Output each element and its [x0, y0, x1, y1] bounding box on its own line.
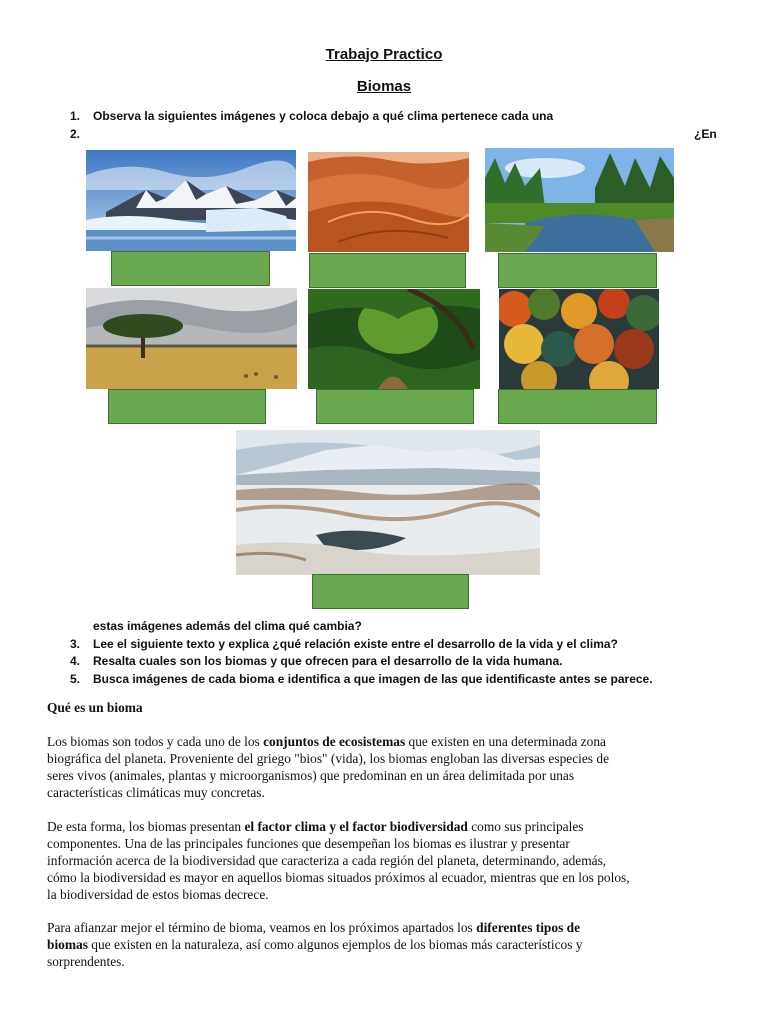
tundra-image	[236, 430, 540, 575]
question-number: 2.	[69, 127, 80, 141]
article-paragraph-1-line-4: características climáticas muy concretas.	[47, 785, 265, 800]
answer-box[interactable]	[498, 253, 657, 288]
article-paragraph-2-line-4: cómo la biodiversidad es mayor en aquellos biomas situados próximos al ecuador, mientras que en los polos,	[47, 870, 630, 885]
question-text: ¿En	[694, 127, 717, 141]
question-number: 1.	[69, 109, 80, 123]
text-span: que existen en la naturaleza, así como algunos ejemplos de los biomas más característicos y	[87, 937, 583, 952]
article-paragraph-2-line-5: la biodiversidad de estos biomas decrece.	[47, 887, 269, 902]
polar-ice-image	[86, 150, 296, 251]
text-span: como sus principales	[467, 819, 584, 834]
bold-text: el factor clima y el factor biodiversidad	[244, 819, 468, 834]
answer-box[interactable]	[309, 253, 466, 288]
question-text-continued: estas imágenes además del clima qué cambia?	[93, 619, 362, 633]
article-paragraph-2-line-1	[47, 818, 584, 835]
river-forest-image	[485, 148, 674, 252]
question-number: 4.	[69, 654, 80, 668]
article-paragraph-1-line-2: biográfica del planeta. Proveniente del griego "bios" (vida), los biomas engloban las diversas especies de	[47, 751, 610, 766]
answer-box[interactable]	[312, 574, 469, 609]
text-span: Los biomas son todos y cada uno de los	[47, 734, 264, 749]
article-paragraph-2-line-2: componentes. Una de las principales funciones que desempeñan los biomas es ilustrar y presentar	[47, 836, 570, 851]
bold-text: diferentes tipos de	[476, 920, 581, 935]
text-span: que existen en una determinada zona	[405, 734, 606, 749]
article-heading: Qué es un bioma	[47, 700, 143, 715]
article-paragraph-1-line-3: seres vivos (animales, plantas y microorganismos) que predominan en un área delimitada por unas	[47, 768, 575, 783]
bold-text: conjuntos de ecosistemas	[263, 734, 406, 749]
answer-box[interactable]	[316, 389, 474, 424]
question-text: Observa la siguientes imágenes y coloca debajo a qué clima pertenece cada una	[93, 109, 554, 123]
text-span: Para afianzar mejor el término de bioma, veamos en los próximos apartados los	[47, 920, 477, 935]
answer-box[interactable]	[108, 389, 266, 424]
rainforest-image	[308, 289, 480, 389]
question-text: Busca imágenes de cada bioma e identifica a que imagen de las que identificaste antes se parece.	[93, 672, 653, 686]
answer-box[interactable]	[498, 389, 657, 424]
page-title: Trabajo Practico	[325, 46, 443, 63]
question-number: 3.	[69, 637, 80, 651]
bold-text: biomas	[47, 937, 88, 952]
savanna-image	[86, 288, 297, 389]
article-paragraph-3-line-3: sorprendentes.	[47, 954, 125, 969]
article-paragraph-3-line-1	[47, 919, 580, 936]
autumn-forest-image	[499, 289, 659, 389]
article-paragraph-1-line-1	[47, 733, 606, 750]
question-number: 5.	[69, 672, 80, 686]
question-text: Lee el siguiente texto y explica ¿qué relación existe entre el desarrollo de la vida y el clima?	[93, 637, 618, 651]
question-text: Resalta cuales son los biomas y que ofrecen para el desarrollo de la vida humana.	[93, 654, 563, 668]
page-subtitle: Biomas	[356, 78, 412, 95]
article-paragraph-3-line-2	[47, 936, 583, 953]
desert-dunes-image	[308, 152, 469, 252]
article-paragraph-2-line-3: información acerca de la biodiversidad que caracteriza a cada región del planeta, determinando, además,	[47, 853, 607, 868]
text-span: De esta forma, los biomas presentan	[47, 819, 245, 834]
answer-box[interactable]	[111, 251, 270, 286]
